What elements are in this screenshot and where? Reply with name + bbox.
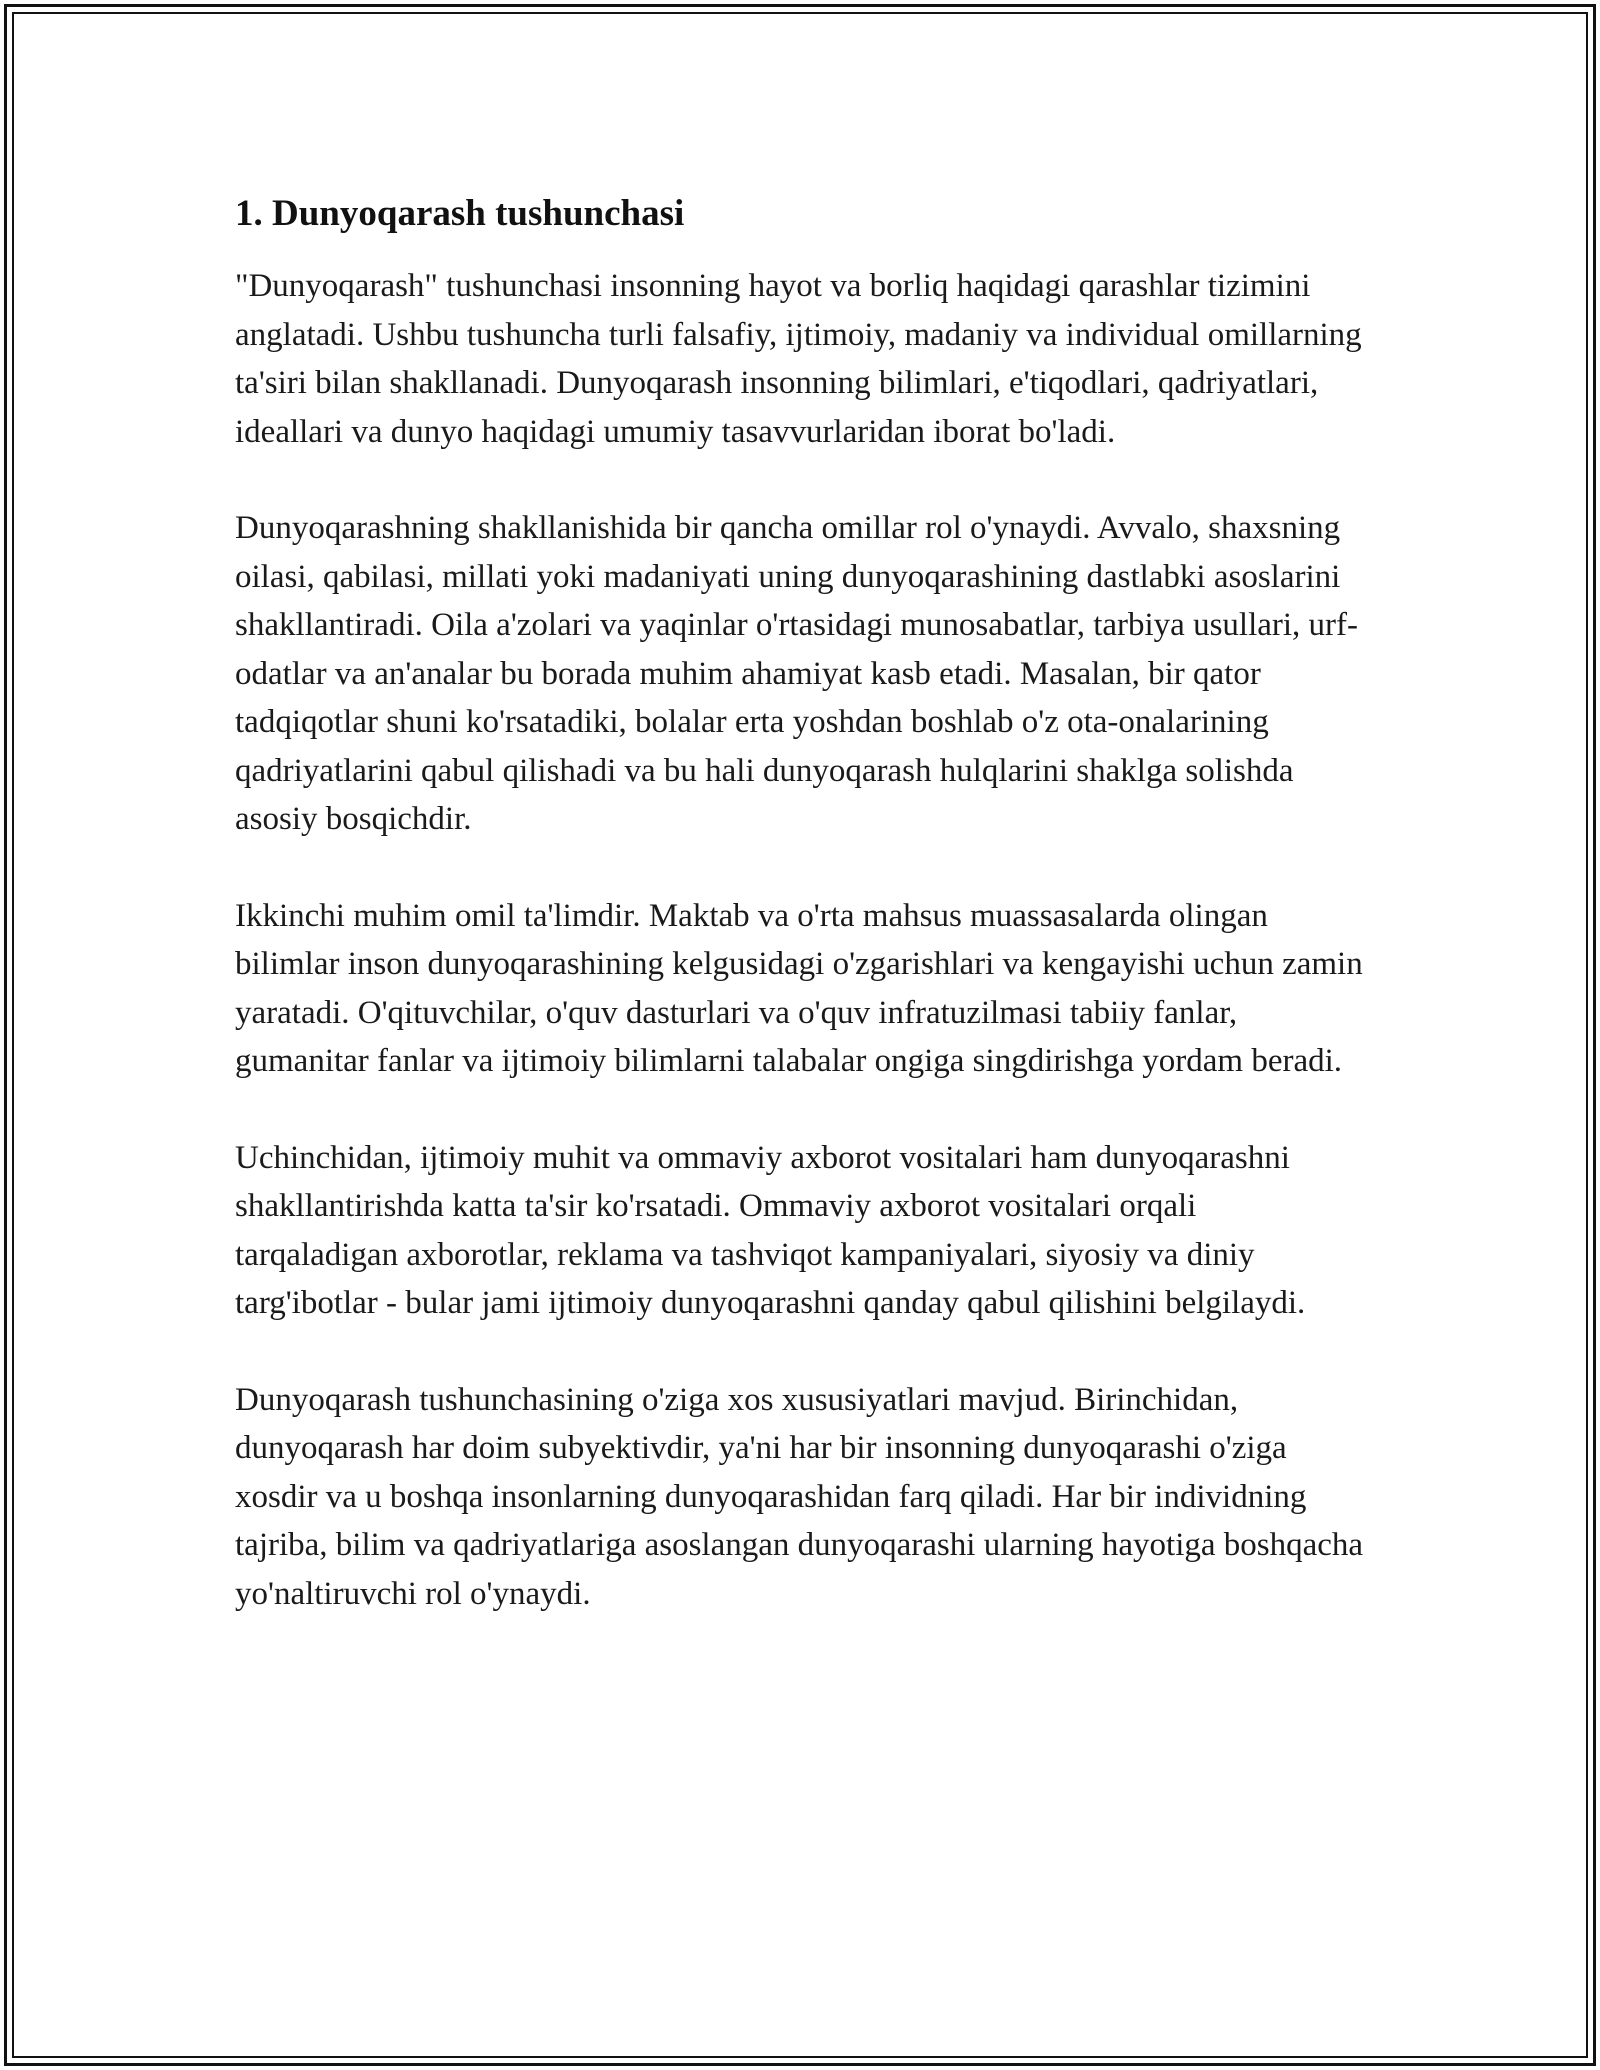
paragraph-3: Ikkinchi muhim omil ta'limdir. Maktab va o'rta mahsus muassasalarda olingan bilimlar inson dunyoqarashining kelgusidagi o'zgarishlari va kengayishi uchun zamin yaratadi. O'qituvchilar, o'quv dasturlari va o'quv infratuzilmasi tabiiy fanlar, gumanitar fanlar va ijtimoiy bilimlarni talabalar ongiga singdirishga yordam beradi. [235,897,1363,1079]
paragraph-1: "Dunyoqarash" tushunchasi insonning hayot va borliq haqidagi qarashlar tizimini anglatadi. Ushbu tushuncha turli falsafiy, ijtimoiy, madaniy va individual omillarning ta'siri bilan shakllanadi. Dunyoqarash insonning bilimlari, e'tiqodlari, qadriyatlari, ideallari va dunyo haqidagi umumiy tasavvurlaridan iborat bo'ladi. [235,268,1362,450]
section-heading: 1. Dunyoqarash tushunchasi [235,193,685,234]
paragraph-2: Dunyoqarashning shakllanishida bir qancha omillar rol o'ynaydi. Avvalo, shaxsning oilasi, qabilasi, millati yoki madaniyati uning dunyoqarashining dastlabki asoslarini shakllantiradi. Oila a'zolari va yaqinlar o'rtasidagi munosabatlar, tarbiya usullari, urf-odatlar va an'analar bu borada muhim ahamiyat kasb etadi. Masalan, bir qator tadqiqotlar shuni ko'rsatadiki, bolalar erta yoshdan boshlab o'z ota-onalarining qadriyatlarini qabul qilishadi va bu hali dunyoqarash hulqlarini shaklga solishda asosiy bosqichdir. [235,510,1359,837]
paragraph-4: Uchinchidan, ijtimoiy muhit va ommaviy axborot vositalari ham dunyoqarashni shakllantirishda katta ta'sir ko'rsatadi. Ommaviy axborot vositalari orqali tarqaladigan axborotlar, reklama va tashviqot kampaniyalari, siyosiy va diniy targ'ibotlar - bular jami ijtimoiy dunyoqarashni qanday qabul qilishini belgilaydi. [235,1139,1306,1321]
document-body [235,186,1365,1666]
paragraph-5: Dunyoqarash tushunchasining o'ziga xos xususiyatlari mavjud. Birinchidan, dunyoqarash har doim subyektivdir, ya'ni har bir insonning dunyoqarashi o'ziga xosdir va u boshqa insonlarning dunyoqarashidan farq qiladi. Har bir individning tajriba, bilim va qadriyatlariga asoslangan dunyoqarashi ularning hayotiga boshqacha yo'naltiruvchi rol o'ynaydi. [235,1381,1364,1612]
